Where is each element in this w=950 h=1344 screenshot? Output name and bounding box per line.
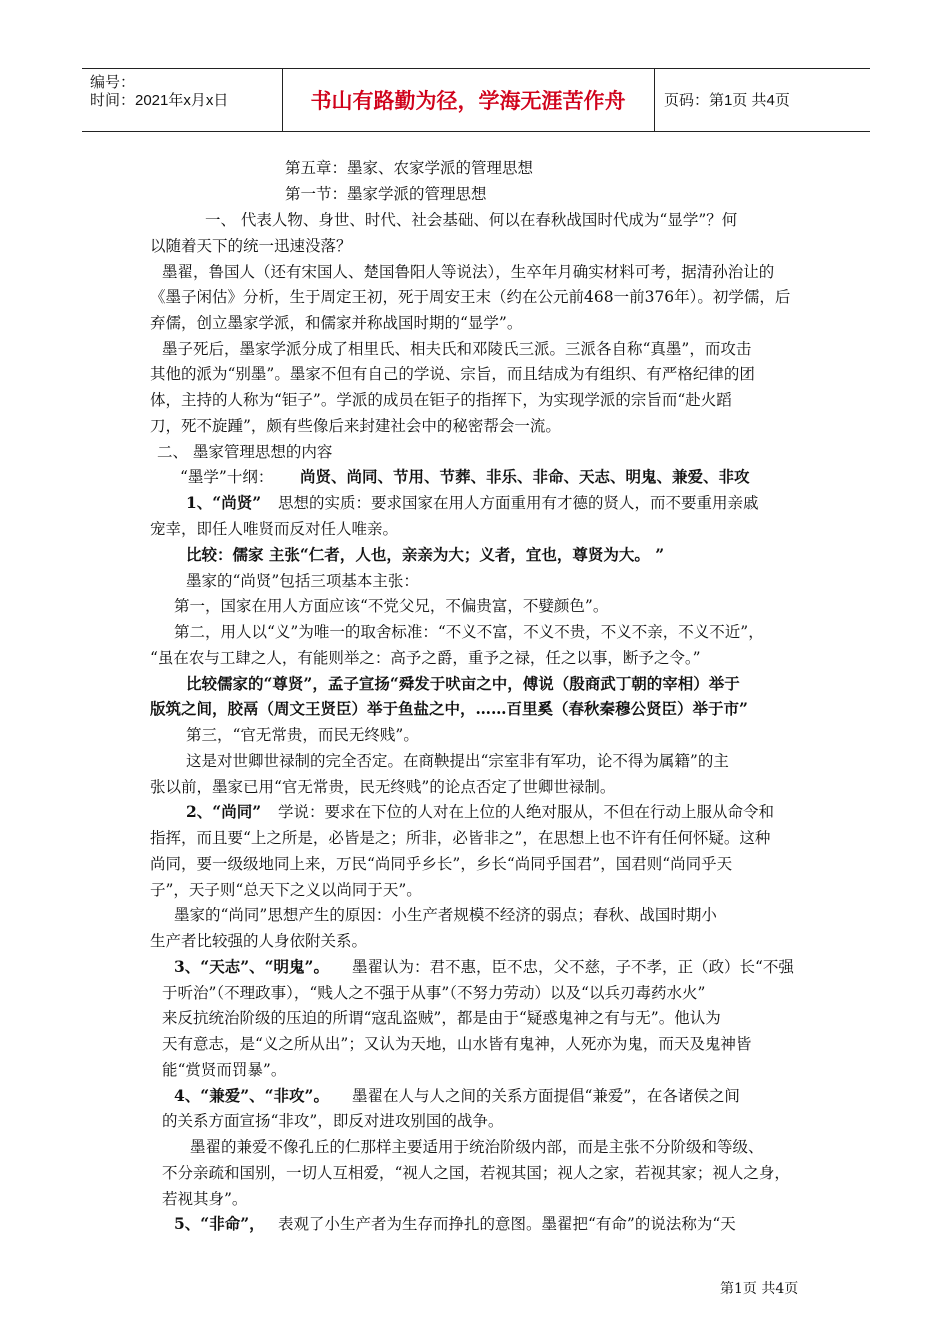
text-line: 于听治”（不理政事），“贱人之不强于从事”（不努力劳动）以及“以兵刃毒药水火” (162, 984, 706, 1002)
text-line: 《墨子闲估》分析，生于周定王初，死于周安王末（约在公元前468一前376年）。初学儒，后 (150, 288, 791, 306)
text-line: 能“赏贤而罚暴”。 (162, 1061, 287, 1079)
text-line: 宠幸，即任人唯贤而反对任人唯亲。 (150, 520, 399, 538)
text-line: 指挥，而且要“上之所是，必皆是之；所非，必皆非之”，在思想上也不许有任何怀疑。这种 (150, 829, 771, 847)
text-line: 第二，用人以“义”为唯一的取舍标准：“不义不富，不义不贵，不义不亲，不义不近”， (174, 623, 764, 641)
header-page-number: 页码：第1页 共4页 (664, 92, 790, 109)
text-line: 4、“兼爱”、“非攻”。 (174, 1086, 329, 1105)
text-line: 天有意志，是“义之所从出”；又认为天地，山水皆有鬼神，人死亦为鬼，而天及鬼神皆 (162, 1035, 752, 1053)
text-line: 3、“天志”、“明鬼”。 (174, 957, 329, 976)
text-line: 尚贤、尚同、节用、节葬、非乐、非命、天志、明鬼、兼爱、非攻 (300, 467, 750, 486)
text-line: 这是对世卿世禄制的完全否定。在商鞅提出“宗室非有军功，论不得为属籍”的主 (186, 752, 729, 770)
text-line: 若视其身”。 (162, 1190, 248, 1208)
footer-page-number: 第1页 共4页 (720, 1281, 799, 1297)
text-line: 墨家的“尚同”思想产生的原因：小生产者规模不经济的弱点；春秋、战国时期小 (174, 906, 717, 924)
text-line: 第五章：墨家、农家学派的管理思想 (285, 159, 534, 177)
page-header (82, 68, 870, 132)
text-line: 生产者比较强的人身依附关系。 (150, 932, 368, 950)
text-line: 墨翟的兼爱不像孔丘的仁那样主要适用于统治阶级内部，而是主张不分阶级和等级、 (190, 1138, 764, 1156)
text-line: 一、 代表人物、身世、时代、社会基础、何以在春秋战国时代成为“显学”？何 (205, 211, 738, 229)
text-line: 学说：要求在下位的人对在上位的人绝对服从，不但在行动上服从命令和 (278, 803, 775, 821)
document-number-label: 编号： (90, 74, 136, 91)
text-line: 体，主持的人称为“钜子”。学派的成员在钜子的指挥下，为实现学派的宗旨而“赴火蹈 (150, 391, 732, 409)
text-line: 表观了小生产者为生存而挣扎的意图。墨翟把“有命”的说法称为“天 (278, 1215, 736, 1233)
text-line: 第三，“官无常贵，而民无终贱”。 (186, 726, 419, 744)
text-line: “墨学”十纲： (180, 468, 274, 486)
text-line: 1、“尚贤” (186, 493, 262, 512)
text-line: 墨翟，鲁国人（还有宋国人、楚国鲁阳人等说法），生卒年月确实材料可考，据清孙治让的 (162, 263, 775, 281)
text-line: 不分亲疏和国别，一切人互相爱，“视人之国，若视其国；视人之家，若视其家；视人之身， (162, 1164, 790, 1182)
text-line: 二、 墨家管理思想的内容 (157, 443, 333, 461)
text-line: “虽在农与工肆之人，有能则举之：高予之爵，重予之禄，任之以事，断予之令。” (150, 649, 701, 667)
text-line: 比较：儒家 主张“仁者，人也，亲亲为大；义者，宜也，尊贤为大。 ” (186, 545, 665, 564)
text-line: 的关系方面宣扬“非攻”，即反对进攻别国的战争。 (162, 1112, 504, 1130)
text-line: 第一，国家在用人方面应该“不党父兄，不偏贵富，不嬖颜色”。 (174, 597, 609, 615)
text-line: 以随着天下的统一迅速没落？ (150, 237, 352, 255)
text-line: 来反抗统治阶级的压迫的所谓“寇乱盗贼”，都是由于“疑惑鬼神之有与无”。他认为 (162, 1009, 721, 1027)
text-line: 第一节：墨家学派的管理思想 (285, 185, 487, 203)
text-line: 墨翟在人与人之间的关系方面提倡“兼爱”，在各诸侯之间 (352, 1087, 740, 1105)
document-date-label: 时间：2021年x月x日 (90, 92, 229, 109)
text-line: 5、“非命”， (174, 1214, 265, 1233)
text-line: 子”，天子则“总天下之义以尚同于天”。 (150, 881, 422, 899)
text-line: 刀，死不旋踵”，颇有些像后来封建社会中的秘密帮会一流。 (150, 417, 561, 435)
header-meta-cell (82, 69, 283, 131)
text-line: 弃儒，创立墨家学派，和儒家并称战国时期的“显学”。 (150, 314, 523, 332)
text-line: 思想的实质：要求国家在用人方面重用有才德的贤人，而不要重用亲戚 (278, 494, 759, 512)
text-line: 墨翟认为：君不惠，臣不忠，父不慈，子不孝，正（政）长“不强 (352, 958, 794, 976)
text-line: 2、“尚同” (186, 802, 262, 821)
header-motto: 书山有路勤为径，学海无涯苦作舟 (282, 69, 655, 131)
text-line: 版筑之间，胶鬲（周文王贤臣）举于鱼盐之中，……百里奚（春秋秦穆公贤臣）举于市” (150, 699, 748, 718)
text-line: 墨家的“尚贤”包括三项基本主张： (186, 572, 419, 590)
text-line: 比较儒家的“尊贤”，孟子宣扬“舜发于吠亩之中，傅说（殷商武丁朝的宰相）举于 (186, 674, 740, 693)
text-line: 张以前，墨家已用“官无常贵，民无终贱”的论点否定了世卿世禄制。 (150, 778, 616, 796)
text-line: 其他的派为“别墨”。墨家不但有自己的学说、宗旨，而且结成为有组织、有严格纪律的团 (150, 365, 755, 383)
text-line: 墨子死后，墨家学派分成了相里氏、相夫氏和邓陵氏三派。三派各自称“真墨”，而攻击 (162, 340, 752, 358)
text-line: 尚同，要一级级地同上来，万民“尚同乎乡长”，乡长“尚同乎国君”，国君则“尚同乎天 (150, 855, 733, 873)
